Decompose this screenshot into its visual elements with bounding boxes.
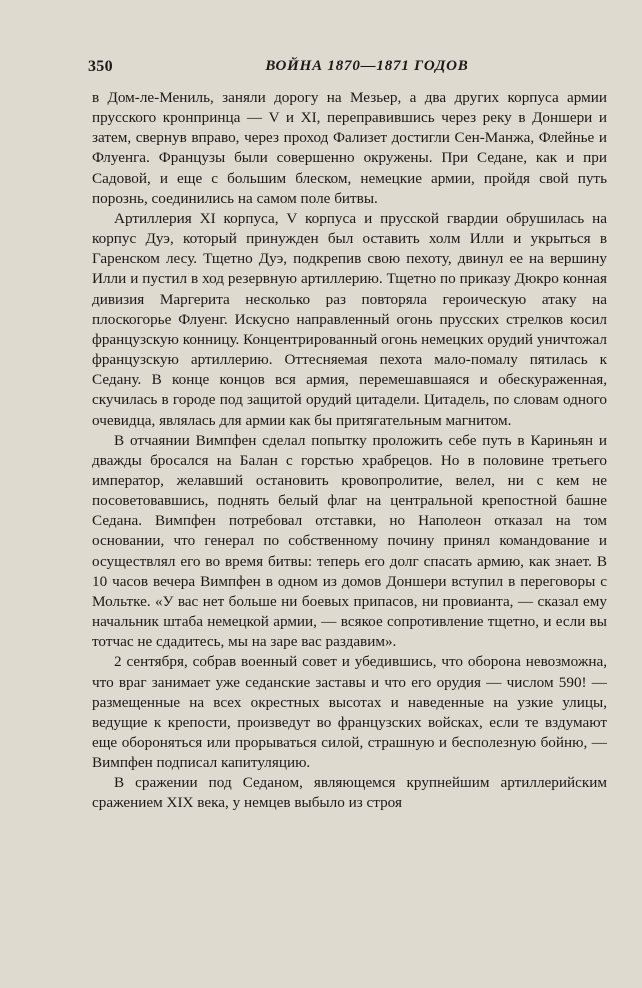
page-header — [88, 58, 606, 82]
page-number: 350 — [88, 58, 113, 75]
body-text — [92, 88, 607, 814]
paragraph: в Дом-ле-Мениль, заняли дорогу на Мезьер, а два других корпуса армии прусского кронпринца — V и XI, переправившись через реку в Доншери и затем, свернув вправо, через проход Фализет достигли Сен-Манжа, Флейнье и Флуенга. Французы были совершенно окружены. При Седане, как и при Садовой, и еще с большим блеском, немецкие армии, пройдя свой путь порознь, соединились на самом поле битвы. — [92, 89, 607, 207]
paragraph: 2 сентября, собрав военный совет и убедившись, что оборона невозможна, что враг занимает уже седанские заставы и что его орудия — числом 590! — размещенные на всех окрестных высотах и наведенные на узкие улицы, ведущие к крепости, произведут во французских войсках, если те вздумают еще обороняться или прорываться силой, страшную и бесполезную бойню, — Вимпфен подписал капитуляцию. — [92, 653, 607, 772]
running-title: ВОЙНА 1870—1871 ГОДОВ — [265, 58, 469, 74]
paragraph: В сражении под Седаном, являющемся крупнейшим артиллерийским сражением XIX века, у немцев выбыло из строя — [92, 774, 607, 812]
paragraph: Артиллерия XI корпуса, V корпуса и прусской гвардии обрушилась на корпус Дуэ, который принужден был оставить холм Илли и укрыться в Гаренском лесу. Тщетно Дуэ, подкрепив свою пехоту, двинул ее на вершину Илли и пустил в ход резервную артиллерию. Тщетно по приказу Дюкро конная дивизия Маргерита несколько раз повторяла героическую атаку на плоскогорье Флуенг. Искусно направленный огонь прусских стрелков косил французскую конницу. Концентрированный огонь немецких орудий уничтожал французскую артиллерию. Оттесняемая пехота мало-помалу пятилась к Седану. В конце концов вся армия, перемешавшаяся и обескураженная, скучилась в городе под защитой орудий цитадели. Цитадель, по словам одного очевидца, являлась для армии как бы притягательным магнитом. — [92, 209, 607, 429]
paragraph: В отчаянии Вимпфен сделал попытку проложить себе путь в Кариньян и дважды бросался на Балан с горстью храбрецов. Но в половине третьего император, желавший остановить кровопролитие, велел, ни с кем не посоветовавшись, поднять белый флаг на центральной крепостной башне Седана. Вимпфен потребовал отставки, но Наполеон отказал на том основании, что генерал по собственному почину принял командование и осуществлял его во время битвы: теперь его долг спасать армию, как знает. В 10 часов вечера Вимпфен в одном из домов Доншери вступил в переговоры с Мольтке. «У вас нет больше ни боевых припасов, ни провианта, — сказал ему начальник штаба немецкой армии, — всякое сопротивление тщетно, и если вы тотчас не сдадитесь, мы на заре вас раздавим». — [92, 431, 607, 651]
